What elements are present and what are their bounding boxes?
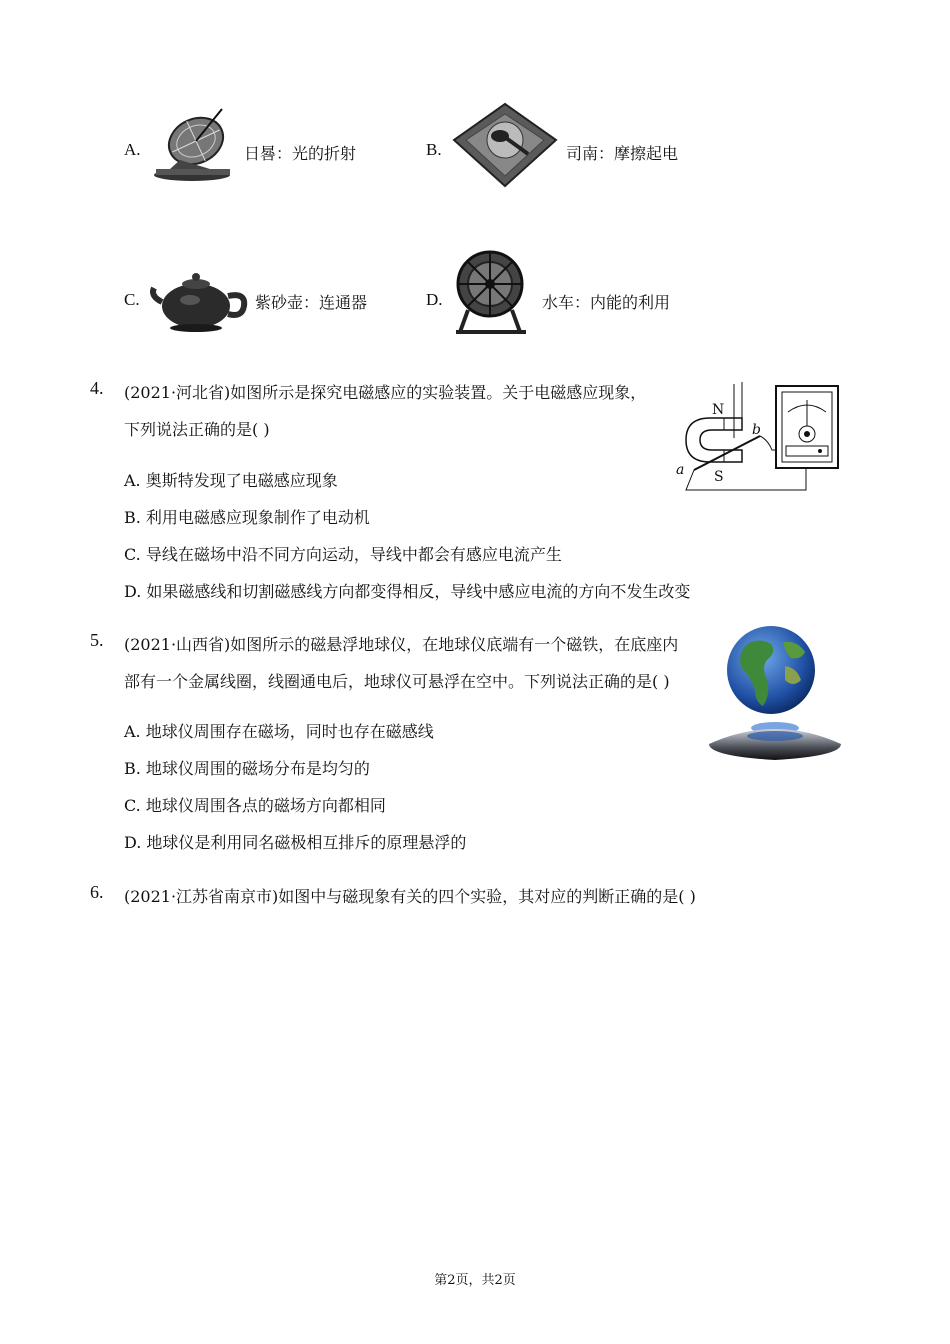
- sundial-image: [150, 105, 235, 185]
- question-4-option-d: D. 如果磁感线和切割磁感线方向都变得相反，导线中感应电流的方向不发生改变: [124, 582, 691, 601]
- q3-option-d-text: 水车：内能的利用: [542, 293, 671, 312]
- question-6-stem-line1: (2021·江苏省南京市)如图中与磁现象有关的四个实验，其对应的判断正确的是( ): [124, 887, 696, 906]
- q3-option-a-letter: A.: [124, 140, 141, 159]
- question-5-number: 5.: [90, 630, 104, 650]
- question-4-stem-line2: 下列说法正确的是( ): [124, 420, 270, 439]
- q3-option-c-text: 紫砂壶：连通器: [255, 293, 368, 312]
- question-5-option-b: B. 地球仪周围的磁场分布是均匀的: [124, 759, 370, 778]
- q3-option-d-letter: D.: [426, 290, 443, 309]
- question-4-stem-line1: (2021·河北省)如图所示是探究电磁感应的实验装置。关于电磁感应现象，: [124, 383, 647, 402]
- figure-label-a: a: [676, 462, 685, 478]
- q3-option-a-text: 日晷：光的折射: [244, 144, 357, 163]
- question-5-stem-line1: (2021·山西省)如图所示的磁悬浮地球仪，在地球仪底端有一个磁铁，在底座内: [124, 635, 679, 654]
- question-5-stem-line2: 部有一个金属线圈，线圈通电后，地球仪可悬浮在空中。下列说法正确的是( ): [124, 672, 670, 691]
- electromagnetic-induction-figure: [672, 378, 844, 496]
- teapot-image: [150, 262, 250, 334]
- question-4-option-c: C. 导线在磁场中沿不同方向运动，导线中都会有感应电流产生: [124, 545, 562, 564]
- question-4-option-a: A. 奥斯特发现了电磁感应现象: [124, 471, 338, 490]
- maglev-globe-image: [705, 622, 845, 764]
- question-6-number: 6.: [90, 882, 104, 902]
- figure-label-s: S: [714, 469, 724, 485]
- q3-option-c-letter: C.: [124, 290, 140, 309]
- q3-option-b-letter: B.: [426, 140, 442, 159]
- question-4-option-b: B. 利用电磁感应现象制作了电动机: [124, 508, 370, 527]
- question-5-option-d: D. 地球仪是利用同名磁极相互排斥的原理悬浮的: [124, 833, 467, 852]
- question-5-option-c: C. 地球仪周围各点的磁场方向都相同: [124, 796, 386, 815]
- figure-label-n: N: [712, 402, 725, 418]
- figure-label-b: b: [752, 422, 761, 438]
- compass-sinan-image: [450, 100, 560, 190]
- waterwheel-image: [450, 248, 532, 334]
- question-4-number: 4.: [90, 378, 104, 398]
- q3-option-b-text: 司南：摩擦起电: [566, 144, 679, 163]
- question-5-option-a: A. 地球仪周围存在磁场，同时也存在磁感线: [124, 722, 434, 741]
- page-footer: 第2页，共2页: [434, 1273, 516, 1288]
